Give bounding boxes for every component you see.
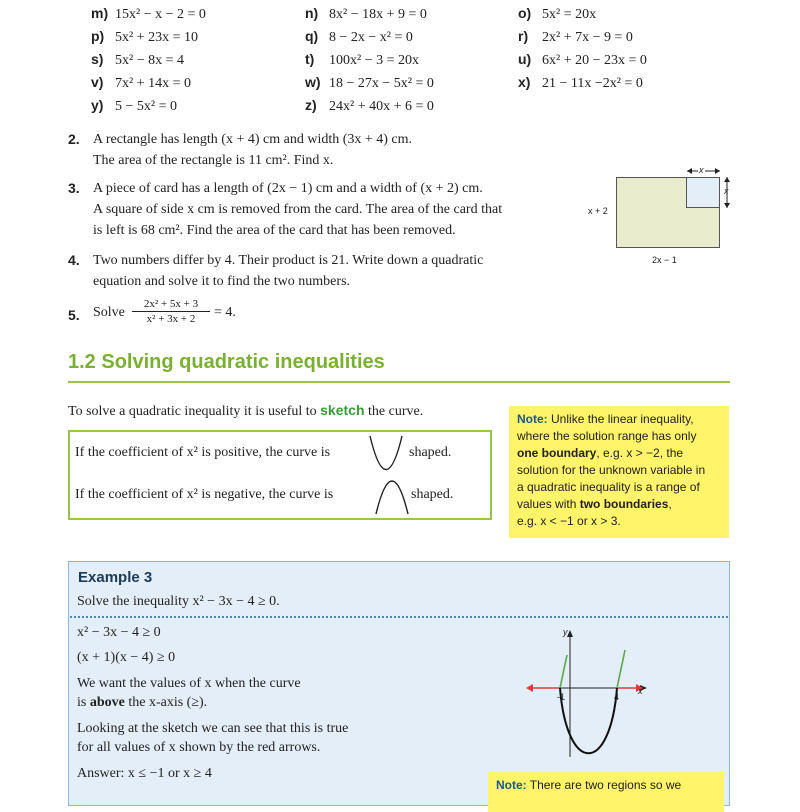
- question-2-line1: A rectangle has length (x + 4) cm and width (3x + 4) cm.: [93, 132, 413, 147]
- exercise-n: n) 8x² − 18x + 9 = 0: [305, 5, 427, 22]
- question-4-line1: Two numbers differ by 4. Their product is 21. Write down a quadratic: [93, 253, 484, 268]
- parabola-curve: [560, 688, 620, 753]
- exercise-q: q) 8 − 2x − x² = 0: [305, 28, 413, 45]
- note-line: , e.g. x > −2, the: [596, 446, 684, 460]
- exercise-t: t) 100x² − 3 = 20x: [305, 51, 419, 68]
- fraction-denominator: x² + 3x + 2: [146, 313, 196, 325]
- intro-before: To solve a quadratic inequality it is useful to: [68, 404, 317, 419]
- note-label: Note:: [496, 778, 527, 792]
- step-emphasis: above: [89, 695, 125, 710]
- card-length-label: 2x − 1: [652, 255, 677, 265]
- example-step-3a: We want the values of x when the curve: [77, 676, 301, 691]
- section-title: 1.2 Solving quadratic inequalities: [68, 351, 385, 373]
- question-3-line3: is left is 68 cm². Find the area of the card that has been removed.: [93, 223, 456, 238]
- y-axis-label: y: [563, 627, 568, 637]
- curve-rule-negative-suffix: shaped.: [411, 487, 454, 502]
- section-divider: [68, 381, 730, 383]
- note-box-boundaries: [509, 406, 729, 538]
- exercise-s: s) 5x² − 8x = 4: [91, 51, 184, 68]
- curve-rule-positive: If the coefficient of x² is positive, the curve is: [75, 445, 331, 460]
- question-4: [93, 250, 483, 292]
- exercise-u: u) 6x² + 20 − 23x = 0: [518, 51, 647, 68]
- question-3-line1: A piece of card has a length of (2x − 1) cm and a width of (x + 2) cm.: [93, 181, 483, 196]
- note-line: solution for the unknown variable in: [517, 463, 706, 477]
- question-3-line2: A square of side x cm is removed from the card. The area of the card that: [93, 202, 503, 217]
- note-line: ,: [668, 497, 672, 511]
- square-side-label: x: [724, 186, 729, 196]
- x-axis-label: x: [638, 686, 643, 696]
- step-text: is: [77, 695, 90, 710]
- question-5-fraction: [132, 298, 210, 325]
- question-4-number: 4.: [68, 252, 80, 268]
- n-shape-icon: [372, 474, 412, 516]
- square-top-label: x: [699, 165, 704, 175]
- square-dimension-arrows: [680, 165, 740, 215]
- curve-tail-left: [560, 655, 567, 688]
- card-width-label: x + 2: [588, 206, 608, 216]
- exercise-p: p) 5x² + 23x = 10: [91, 28, 198, 45]
- question-5-suffix: = 4.: [214, 305, 236, 320]
- curve-rule-negative: If the coefficient of x² is negative, the curve is: [75, 487, 334, 502]
- example-prompt: Solve the inequality x² − 3x − 4 ≥ 0.: [77, 594, 280, 609]
- question-5-number: 5.: [68, 307, 80, 323]
- curve-tail-right: [617, 650, 625, 688]
- example-answer: Answer: x ≤ −1 or x ≥ 4: [77, 766, 212, 781]
- question-2-number: 2.: [68, 131, 80, 147]
- note-emphasis: two boundaries: [579, 497, 669, 511]
- note-line: Unlike the linear inequality,: [551, 412, 694, 426]
- question-2: [93, 129, 412, 171]
- note-line: a quadratic inequality is a range of: [517, 480, 700, 494]
- example-step-2: (x + 1)(x − 4) ≥ 0: [77, 650, 176, 665]
- question-4-line2: equation and solve it to find the two numbers.: [93, 274, 351, 289]
- example-step-4a: Looking at the sketch we can see that this is true: [77, 721, 349, 736]
- example-title: Example 3: [78, 569, 153, 586]
- note-line: e.g. x < −1 or x > 3.: [517, 514, 621, 528]
- fraction-numerator: 2x² + 5x + 3: [132, 298, 210, 312]
- note-line: There are two regions so we: [529, 778, 682, 792]
- note-box-two-regions: [488, 772, 724, 812]
- exercise-m: m) 15x² − x − 2 = 0: [91, 5, 206, 22]
- note-label: Note:: [517, 412, 548, 426]
- intro-after: the curve.: [368, 404, 424, 419]
- exercise-v: v) 7x² + 14x = 0: [91, 74, 191, 91]
- left-red-arrowhead: [526, 684, 533, 692]
- intro-text: [68, 402, 423, 420]
- x-tick-negative: -1: [557, 692, 566, 702]
- example-step-3b: [77, 695, 207, 711]
- exercise-r: r) 2x² + 7x − 9 = 0: [518, 28, 633, 45]
- question-5-prefix: Solve: [93, 305, 125, 320]
- note-line: where the solution range has only: [517, 429, 697, 443]
- exercise-x: x) 21 − 11x −2x² = 0: [518, 74, 643, 91]
- example-divider: [70, 616, 728, 618]
- exercise-y: y) 5 − 5x² = 0: [91, 97, 177, 114]
- exercise-w: w) 18 − 27x − 5x² = 0: [305, 74, 434, 91]
- curve-rules-box: [68, 430, 492, 520]
- note-line: values with: [517, 497, 580, 511]
- x-tick-positive: 4: [614, 692, 620, 702]
- question-2-line2: The area of the rectangle is 11 cm². Find x.: [93, 153, 334, 168]
- curve-rule-positive-suffix: shaped.: [409, 445, 452, 460]
- question-3: [93, 178, 502, 241]
- example-step-1: x² − 3x − 4 ≥ 0: [77, 625, 161, 640]
- note-emphasis: one boundary: [517, 446, 597, 460]
- u-shape-icon: [366, 433, 406, 473]
- question-3-number: 3.: [68, 180, 80, 196]
- intro-highlight: sketch: [320, 402, 365, 418]
- exercise-z: z) 24x² + 40x + 6 = 0: [305, 97, 434, 114]
- example-step-4b: for all values of x shown by the red arrows.: [77, 740, 321, 755]
- exercise-o: o) 5x² = 20x: [518, 5, 597, 22]
- step-text: the x-axis (≥).: [124, 695, 208, 710]
